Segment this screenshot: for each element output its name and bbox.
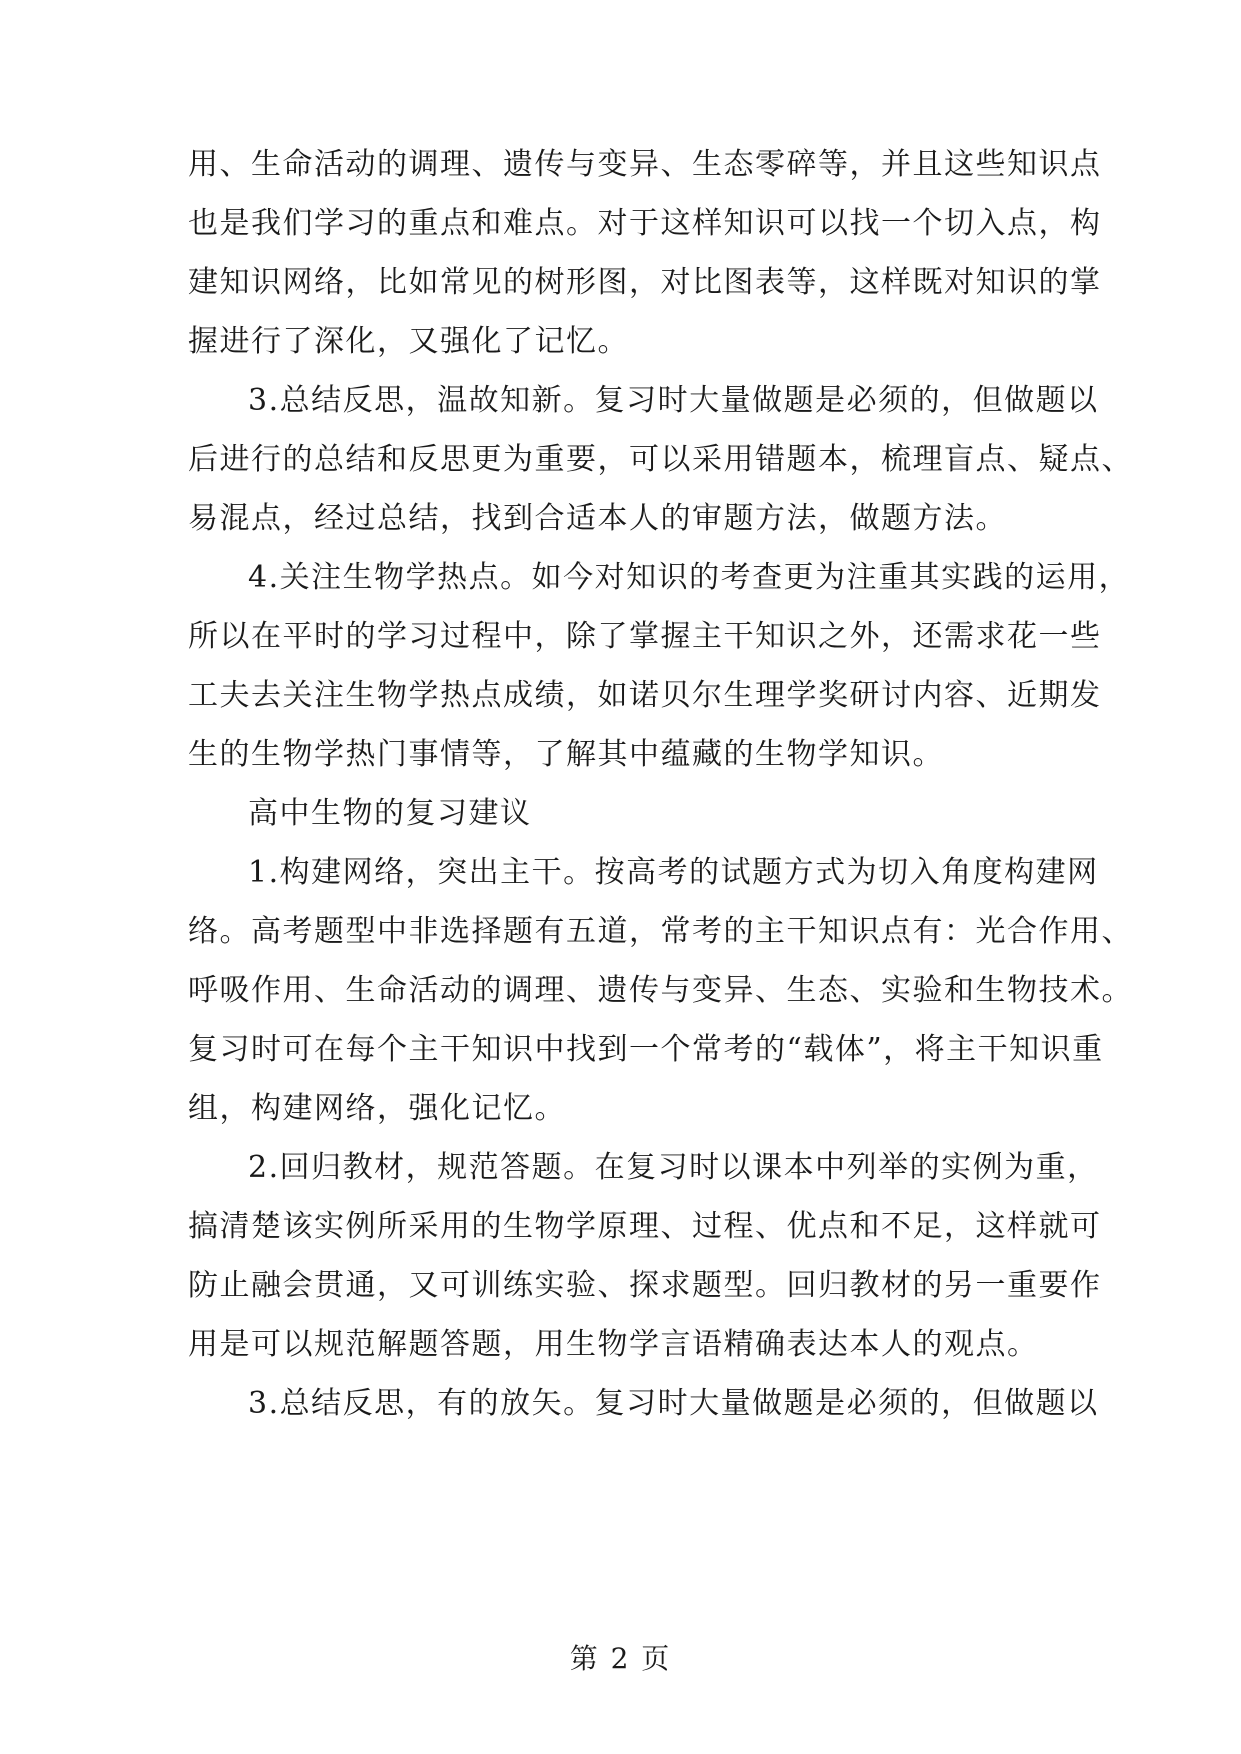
text-line: 建知识网络，比如常见的树形图，对比图表等，这样既对知识的掌 (188, 265, 1102, 300)
text-line: 络。高考题型中非选择题有五道，常考的主干知识点有：光合作用、 (188, 914, 1133, 949)
paragraph-start-line: 1.构建网络，突出主干。按高考的试题方式为切入角度构建网 (248, 855, 1099, 890)
text-line: 搞清楚该实例所采用的生物学原理、过程、优点和不足，这样就可 (188, 1209, 1102, 1244)
text-line: 后进行的总结和反思更为重要，可以采用错题本，梳理盲点、疑点、 (188, 442, 1133, 477)
text-line: 用是可以规范解题答题，用生物学言语精确表达本人的观点。 (188, 1327, 1039, 1362)
text-line: 防止融会贯通，又可训练实验、探求题型。回归教材的另一重要作 (188, 1268, 1102, 1303)
section-heading: 高中生物的复习建议 (248, 796, 532, 831)
paragraph-start-line: 3.总结反思，有的放矢。复习时大量做题是必须的，但做题以 (248, 1386, 1099, 1421)
text-line: 工夫去关注生物学热点成绩，如诺贝尔生理学奖研讨内容、近期发 (188, 678, 1102, 713)
text-line: 呼吸作用、生命活动的调理、遗传与变异、生态、实验和生物技术。 (188, 973, 1133, 1008)
text-line: 握进行了深化，又强化了记忆。 (188, 324, 629, 359)
text-line: 组，构建网络，强化记忆。 (188, 1091, 566, 1126)
text-line: 用、生命活动的调理、遗传与变异、生态零碎等，并且这些知识点 (188, 147, 1102, 182)
paragraph-start-line: 4.关注生物学热点。如今对知识的考查更为注重其实践的运用， (248, 560, 1131, 595)
text-line: 所以在平时的学习过程中，除了掌握主干知识之外，还需求花一些 (188, 619, 1102, 654)
text-line: 生的生物学热门事情等，了解其中蕴藏的生物学知识。 (188, 737, 944, 772)
text-line: 也是我们学习的重点和难点。对于这样知识可以找一个切入点，构 (188, 206, 1102, 241)
paragraph-start-line: 2.回归教材，规范答题。在复习时以课本中列举的实例为重， (248, 1150, 1099, 1185)
paragraph-start-line: 3.总结反思，温故知新。复习时大量做题是必须的，但做题以 (248, 383, 1099, 418)
page-number: 第 2 页 (569, 1642, 672, 1675)
text-line: 易混点，经过总结，找到合适本人的审题方法，做题方法。 (188, 501, 1007, 536)
text-line: 复习时可在每个主干知识中找到一个常考的“载体”，将主干知识重 (188, 1032, 1104, 1067)
